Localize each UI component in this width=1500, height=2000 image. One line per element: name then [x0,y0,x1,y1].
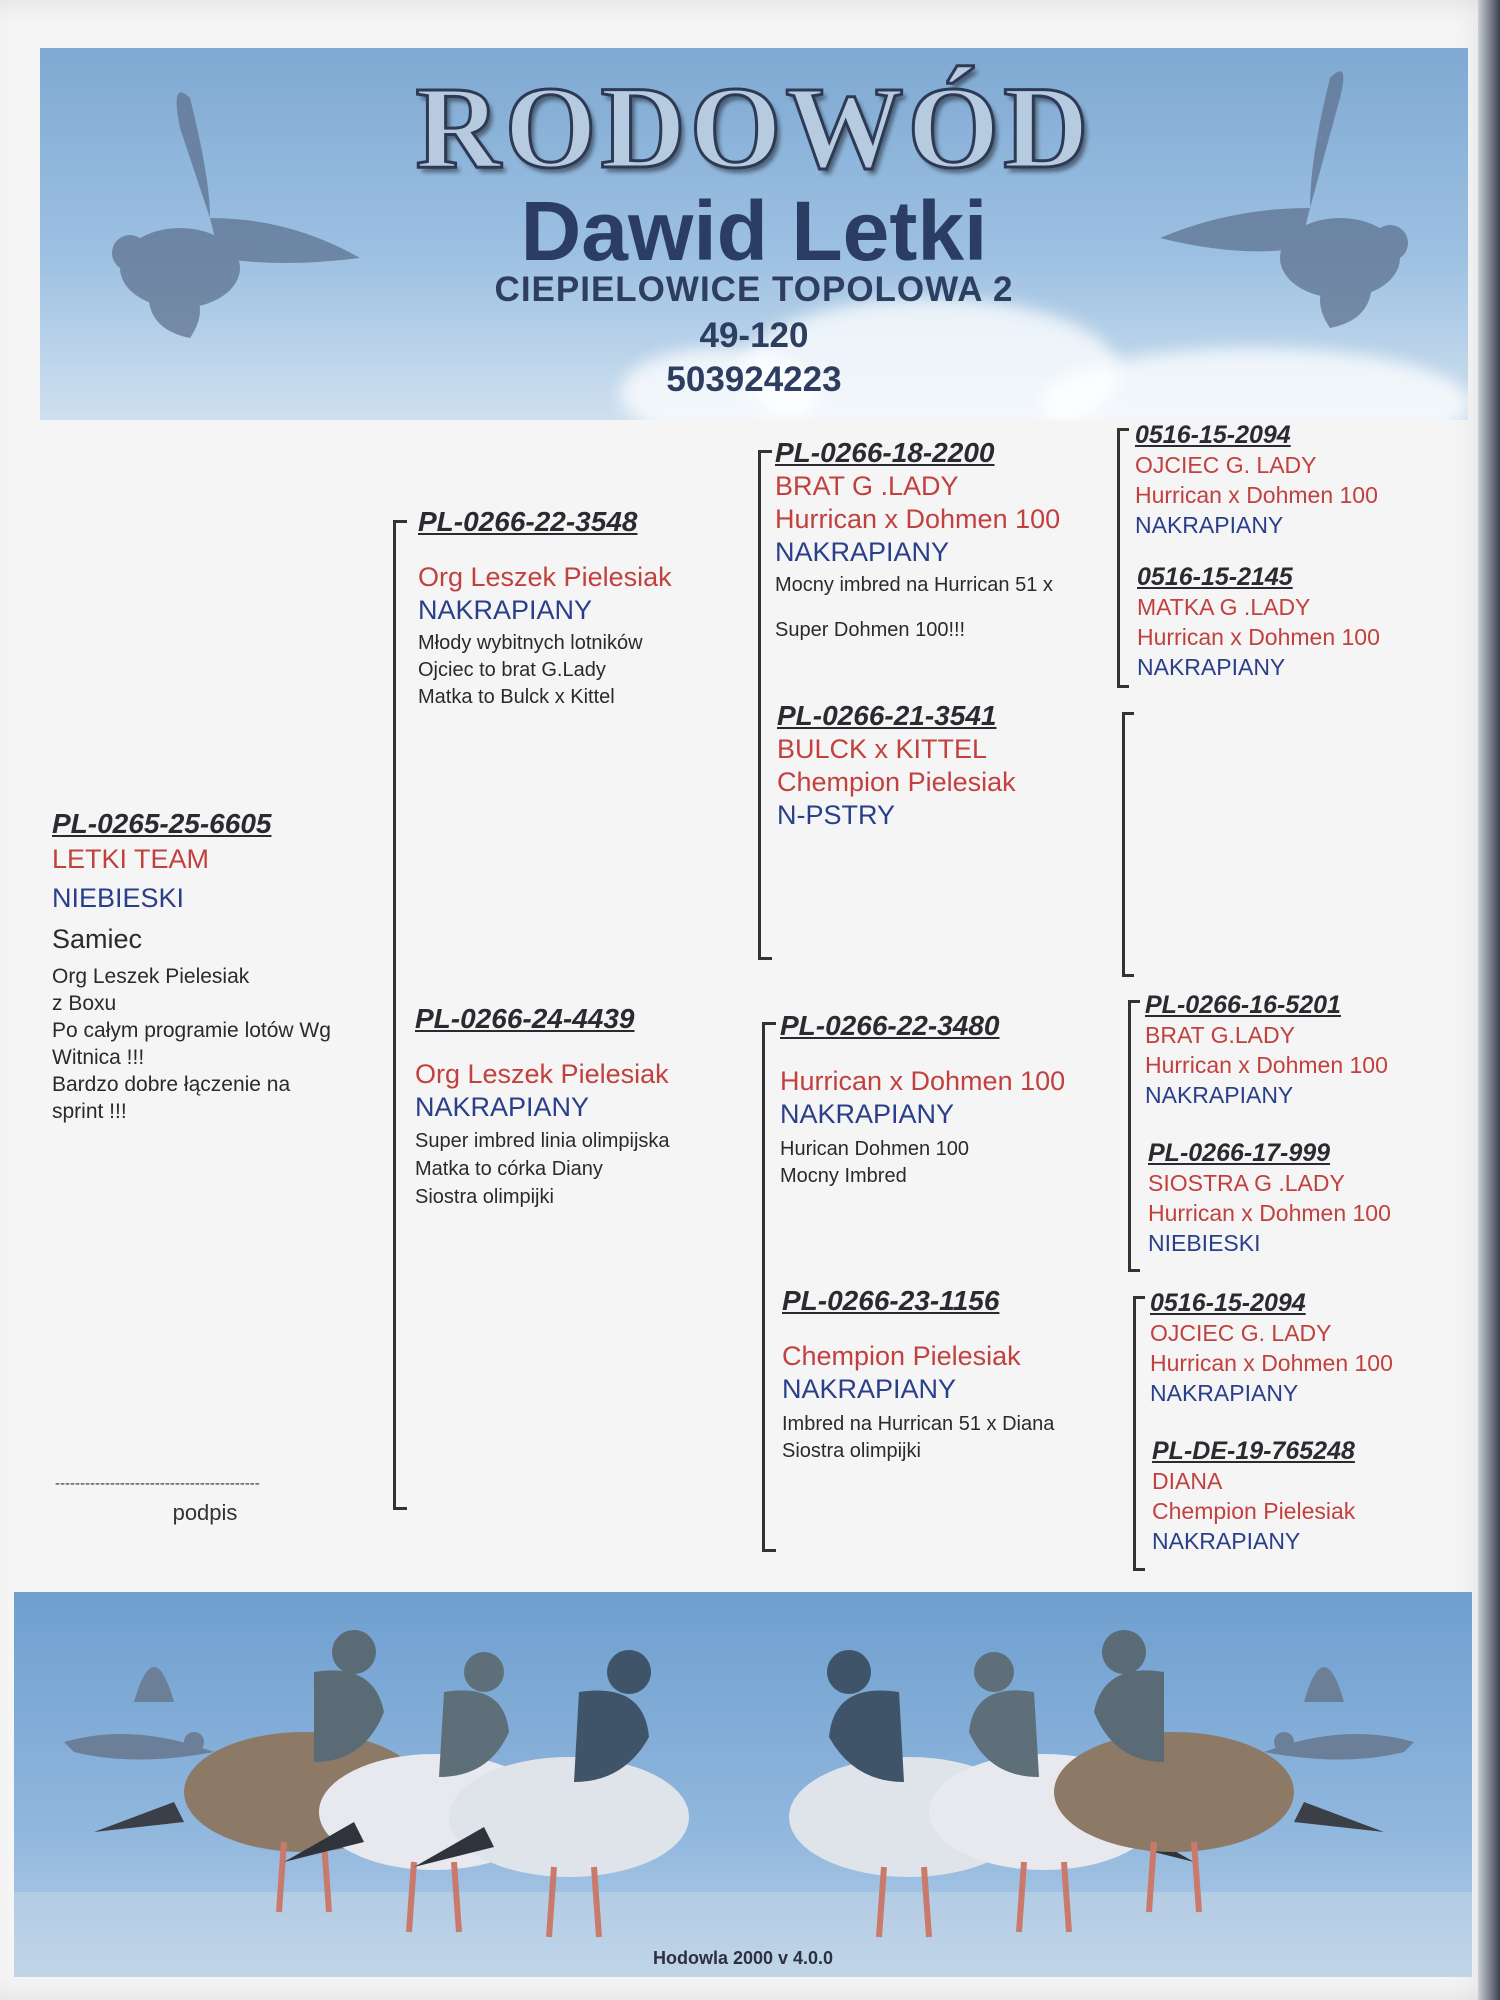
footer-banner [14,1592,1472,1977]
bracket-gen3-fm [1122,712,1125,977]
fm-origin: Chempion Pielesiak [777,767,1016,797]
mfm-origin: Hurrican x Dohmen 100 [1148,1200,1391,1226]
mf-color: NAKRAPIANY [780,1099,955,1129]
subject-note: sprint !!! [52,1100,127,1123]
ff-mother [1137,562,1467,682]
bracket-tick [1122,974,1134,977]
mmf-color: NAKRAPIANY [1150,1380,1299,1406]
pedigree-title: RODOWÓD [415,62,1093,193]
mf-father [1145,990,1475,1110]
mother-color: NAKRAPIANY [415,1092,590,1122]
bracket-tick [393,1507,407,1510]
bracket-gen2-father [758,450,761,960]
bracket-tick [1117,685,1129,688]
subject-note: Witnica !!! [52,1046,145,1069]
owner-postcode: 49-120 [699,316,809,355]
bracket-tick [393,520,407,523]
mf-note: Hurican Dohmen 100 [780,1138,969,1160]
ffm-color: NAKRAPIANY [1137,654,1286,680]
mf-note: Mocny Imbred [780,1165,907,1187]
bracket-gen3-mf [1128,1000,1131,1272]
software-credit: Hodowla 2000 v 4.0.0 [652,1948,834,1968]
mf-ring: PL-0266-22-3480 [780,1010,1000,1041]
subject-notes [52,963,372,1125]
fff-origin: Hurrican x Dohmen 100 [1135,482,1378,508]
mmm-ring: PL-DE-19-765248 [1152,1437,1355,1465]
subject-note: Bardzo dobre łączenie na [52,1073,291,1096]
header-banner [40,48,1468,420]
ff-origin: Hurrican x Dohmen 100 [775,504,1061,534]
fff-color: NAKRAPIANY [1135,512,1284,538]
subject-ring: PL-0265-25-6605 [52,808,272,839]
ff-note: Super Dohmen 100!!! [775,619,966,641]
bracket-gen2-mother [762,1022,765,1552]
ffm-name: MATKA G .LADY [1137,594,1311,620]
mother-origin: Org Leszek Pielesiak [415,1059,669,1089]
mm-ring: PL-0266-23-1156 [782,1285,1000,1316]
bracket-gen3-ff [1117,428,1120,688]
mfm-color: NIEBIESKI [1148,1230,1261,1256]
subject-name: LETKI TEAM [52,844,210,874]
bracket-gen3-mm [1133,1296,1136,1571]
father-note: Matka to Bulck x Kittel [418,686,615,708]
bracket-tick [1128,1000,1140,1003]
mf-origin: Hurrican x Dohmen 100 [780,1066,1066,1096]
subject-note: Org Leszek Pielesiak [52,965,250,988]
subject-note: Po całym programie lotów Wg [52,1019,331,1042]
maternal-grandmother [782,1285,1127,1465]
mother-ring: PL-0266-24-4439 [415,1003,635,1034]
mmf-ring: 0516-15-2094 [1150,1289,1306,1317]
bracket-tick [1133,1568,1145,1571]
father-note: Młody wybitnych lotników [418,632,643,654]
bracket-gen1 [393,520,396,1510]
mother-note: Super imbred linia olimpijska [415,1130,670,1152]
fm-name: BULCK x KITTEL [777,734,988,764]
ff-color: NAKRAPIANY [775,537,950,567]
mother-notes [415,1127,755,1211]
standing-pigeon-icon [1054,1630,1384,1912]
mm-note: Siostra olimpijki [782,1440,921,1462]
bracket-tick [758,450,772,453]
mm-notes [782,1411,1127,1465]
father-color: NAKRAPIANY [418,595,593,625]
mother-note: Matka to córka Diany [415,1158,603,1180]
mmm-name: DIANA [1152,1468,1223,1494]
mfm-ring: PL-0266-17-999 [1148,1139,1331,1167]
paternal-grandmother [777,700,1107,831]
mm-father [1150,1288,1480,1408]
bracket-tick [1122,712,1134,715]
paper-edge [1478,0,1500,2000]
mother-pigeon [415,1003,755,1211]
mmf-origin: Hurrican x Dohmen 100 [1150,1350,1393,1376]
mm-origin: Chempion Pielesiak [782,1341,1021,1371]
bracket-tick [762,1022,776,1025]
mf-notes [780,1136,1120,1190]
fff-ring: 0516-15-2094 [1135,421,1291,449]
mff-ring: PL-0266-16-5201 [1145,991,1341,1019]
ff-name: BRAT G .LADY [775,471,959,501]
fm-ring: PL-0266-21-3541 [777,700,997,731]
mff-color: NAKRAPIANY [1145,1082,1294,1108]
bracket-tick [1133,1296,1145,1299]
subject-note: z Boxu [52,992,117,1015]
mfm-name: SIOSTRA G .LADY [1148,1170,1345,1196]
maternal-grandfather [780,1010,1120,1190]
subject-color: NIEBIESKI [52,883,185,913]
signature-label: podpis [172,1500,238,1525]
father-pigeon [418,506,748,711]
mm-note: Imbred na Hurrican 51 x Diana [782,1413,1055,1435]
mmm-color: NAKRAPIANY [1152,1528,1301,1554]
bracket-tick [1128,1269,1140,1272]
flying-pigeon-icon [1264,1667,1414,1760]
owner-phone: 503924223 [666,360,842,399]
ff-note: Mocny imbred na Hurrican 51 x [775,574,1053,596]
subject-sex: Samiec [52,924,143,954]
father-ring: PL-0266-22-3548 [418,506,638,537]
father-origin: Org Leszek Pielesiak [418,562,672,592]
mm-color: NAKRAPIANY [782,1374,957,1404]
fff-name: OJCIEC G. LADY [1135,452,1317,478]
flying-pigeon-icon [64,1667,214,1760]
owner-name: Dawid Letki [520,184,988,278]
mm-mother [1152,1436,1482,1556]
father-notes [418,630,748,711]
pigeons-illustration [14,1592,1472,1977]
bracket-tick [1117,428,1129,431]
bracket-tick [762,1549,776,1552]
paternal-grandfather [775,437,1115,642]
ff-father [1135,420,1465,540]
mother-note: Siostra olimpijki [415,1186,554,1208]
mmf-name: OJCIEC G. LADY [1150,1320,1332,1346]
ff-ring: PL-0266-18-2200 [775,437,995,468]
signature-line: ----------------------------------------- [55,1475,260,1492]
bracket-tick [758,957,772,960]
owner-address: CIEPIELOWICE TOPOLOWA 2 [494,270,1014,309]
father-note: Ojciec to brat G.Lady [418,659,606,681]
fm-color: N-PSTRY [777,800,896,830]
mff-name: BRAT G.LADY [1145,1022,1295,1048]
mf-mother [1148,1138,1478,1258]
ffm-ring: 0516-15-2145 [1137,563,1293,591]
ffm-origin: Hurrican x Dohmen 100 [1137,624,1380,650]
mff-origin: Hurrican x Dohmen 100 [1145,1052,1388,1078]
subject-pigeon [52,808,372,1125]
mmm-origin: Chempion Pielesiak [1152,1498,1356,1524]
